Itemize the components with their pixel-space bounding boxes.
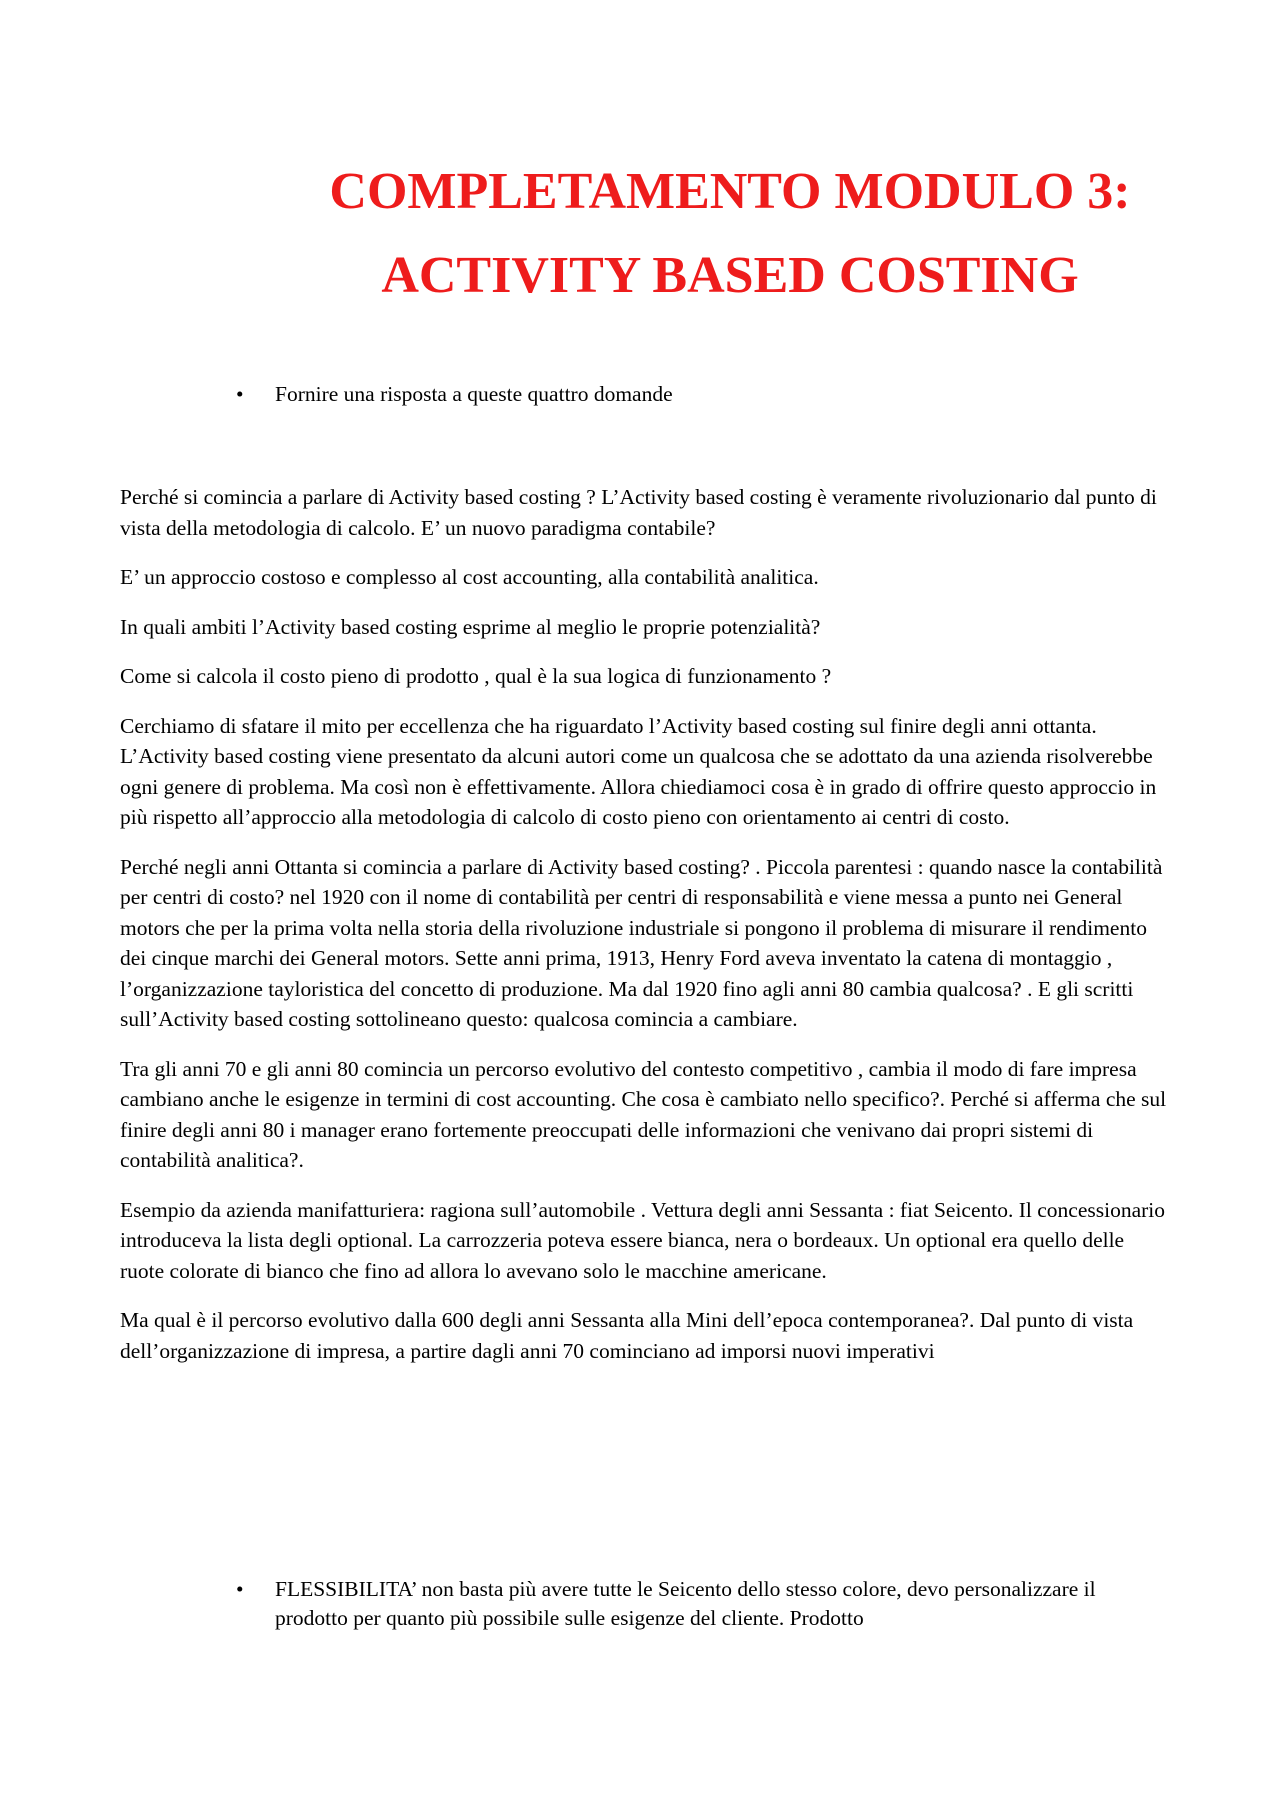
paragraph-8: Esempio da azienda manifatturiera: ragiona sull’automobile . Vettura degli anni Sessanta : fiat Seicento. Il concessionario introduceva la lista degli optional. La carrozzeria poteva essere bianca, nera o bordeaux. Un optional era quello delle ruote colorate di bianco che fino ad allora lo avevano solo le macchine americane. <box>120 1197 1166 1283</box>
paragraph-2: E’ un approccio costoso e complesso al cost accounting, alla contabilità analitica. <box>120 565 819 589</box>
paragraph-4: Come si calcola il costo pieno di prodotto , qual è la sua logica di funzionamento ? <box>120 664 832 688</box>
title-line-1: COMPLETAMENTO MODULO 3: <box>329 163 1131 220</box>
paragraph-6: Perché negli anni Ottanta si comincia a parlare di Activity based costing? . Piccola parentesi : quando nasce la contabilità per centri di costo? nel 1920 con il nome di contabilità per centri di responsabilità e viene messa a punto nei General motors che per la prima volta nella storia della rivoluzione industriale si pongono il problema di misurare il rendimento dei cinque marchi dei General motors. Sette anni prima, 1913, Henry Ford aveva inventato la catena di montaggio , l’organizzazione tayloristica del concetto di produzione. Ma dal 1920 fino agli anni 80 cambia qualcosa? . E gli scritti sull’Activity based costing sottolineano questo: qualcosa comincia a cambiare. <box>120 854 1163 1031</box>
bullet-icon: • <box>236 382 244 406</box>
paragraph-5: Cerchiamo di sfatare il mito per eccellenza che ha riguardato l’Activity based costing sul finire degli anni ottanta. L’Activity based costing viene presentato da alcuni autori come un qualcosa che se adottato da una azienda risolverebbe ogni genere di problema. Ma così non è effettivamente. Allora chiediamoci cosa è in grado di offrire questo approccio in più rispetto all’approccio alla metodologia di calcolo di costo pieno con orientamento ai centri di costo. <box>120 713 1157 829</box>
flessibilita-bullet-item <box>236 1575 1096 1633</box>
title-line-2: ACTIVITY BASED COSTING <box>381 247 1079 304</box>
document-title <box>300 150 1160 318</box>
intro-bullet-text: Fornire una risposta a queste quattro domande <box>275 382 673 406</box>
document-body <box>120 482 1170 1385</box>
flessibilita-bullet-text: FLESSIBILITA’ non basta più avere tutte le Seicento dello stesso colore, devo personalizzare il prodotto per quanto più possibile sulle esigenze del cliente. Prodotto <box>275 1577 1096 1630</box>
intro-bullet-item <box>236 380 1136 409</box>
paragraph-7: Tra gli anni 70 e gli anni 80 comincia un percorso evolutivo del contesto competitivo , cambia il modo di fare impresa cambiano anche le esigenze in termini di cost accounting. Che cosa è cambiato nello specifico?. Perché si afferma che sul finire degli anni 80 i manager erano fortemente preoccupati delle informazioni che venivano dai propri sistemi di contabilità analitica?. <box>120 1056 1167 1172</box>
paragraph-1: Perché si comincia a parlare di Activity based costing ? L’Activity based costing è veramente rivoluzionario dal punto di vista della metodologia di calcolo. E’ un nuovo paradigma contabile? <box>120 485 1157 540</box>
paragraph-9: Ma qual è il percorso evolutivo dalla 600 degli anni Sessanta alla Mini dell’epoca contemporanea?. Dal punto di vista dell’organizzazione di impresa, a partire dagli anni 70 cominciano ad imporsi nuovi imperativi <box>120 1308 1134 1363</box>
bullet-icon: • <box>236 1577 244 1601</box>
paragraph-3: In quali ambiti l’Activity based costing esprime al meglio le proprie potenzialità? <box>120 614 821 639</box>
